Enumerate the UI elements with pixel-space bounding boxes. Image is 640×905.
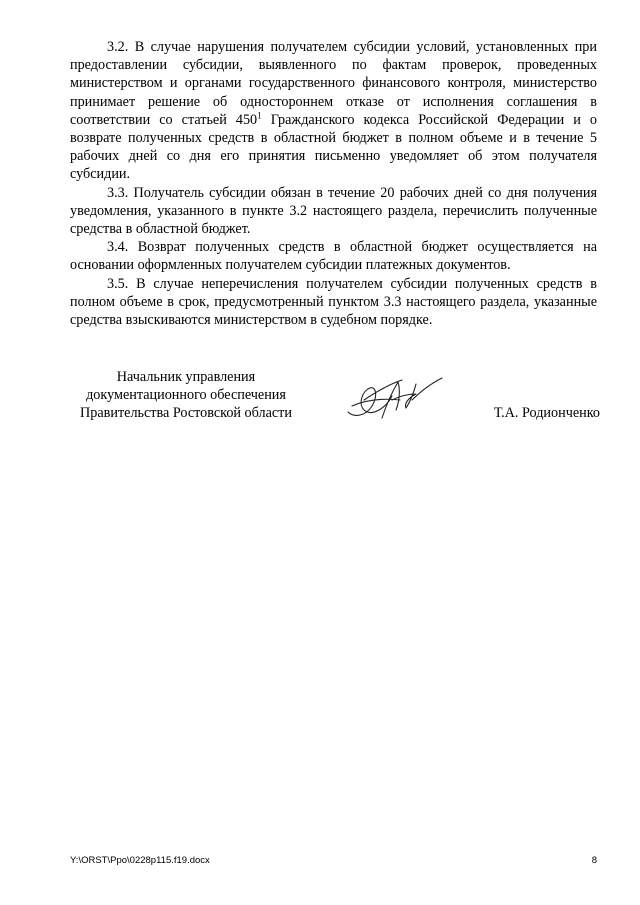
signatory-title bbox=[70, 368, 302, 423]
signatory-title-line-2: документационного обеспечения bbox=[86, 387, 286, 404]
paragraph-3-4: 3.4. Возврат полученных средств в областной бюджет осуществляется на основании оформленных получателем субсидии платежных документов. bbox=[70, 239, 597, 274]
article-superscript: 1 bbox=[257, 110, 262, 121]
footer-file-path: Y:\ORST\Ppo\0228p115.f19.docx bbox=[70, 855, 210, 866]
paragraph-3-3: 3.3. Получатель субсидии обязан в течение 20 рабочих дней со дня получения уведомления, указанного в пункте 3.2 настоящего раздела, перечислить полученные средства в областной бюджет. bbox=[70, 184, 597, 238]
paragraph-3-2 bbox=[70, 38, 597, 184]
signatory-title-line-3: Правительства Ростовской области bbox=[80, 405, 292, 422]
signature-block bbox=[70, 368, 600, 428]
signatory-title-line-1: Начальник управления bbox=[116, 369, 256, 385]
handwritten-signature-icon bbox=[342, 370, 452, 424]
paragraph-3-2-text: 3.2. В случае нарушения получателем субсидии условий, установленных при предоставлении субсидии, выявленного по фактам проверок, проведенных министерством и органами государственного финансового контроля, министерство принимает решение об одностороннем отказе от исполнения соглашения в соответствии со статьей 450 bbox=[70, 39, 597, 128]
paragraph-3-5: 3.5. В случае неперечисления получателем субсидии полученных средств в полном объеме в срок, предусмотренный пунктом 3.3 настоящего раздела, указанные средства взыскиваются министерством в судебном порядке. bbox=[70, 275, 597, 329]
paragraph-3-2-text-continued: Гражданского кодекса Российской Федерации и о возврате полученных средств в областной бюджет в полном объеме и в течение 5 рабочих дней со дня его принятия письменно уведомляет об этом получателя субсидии. bbox=[70, 111, 597, 183]
page-number: 8 bbox=[591, 855, 597, 866]
signatory-name: Т.А. Родионченко bbox=[493, 405, 600, 421]
document-body bbox=[70, 38, 597, 329]
